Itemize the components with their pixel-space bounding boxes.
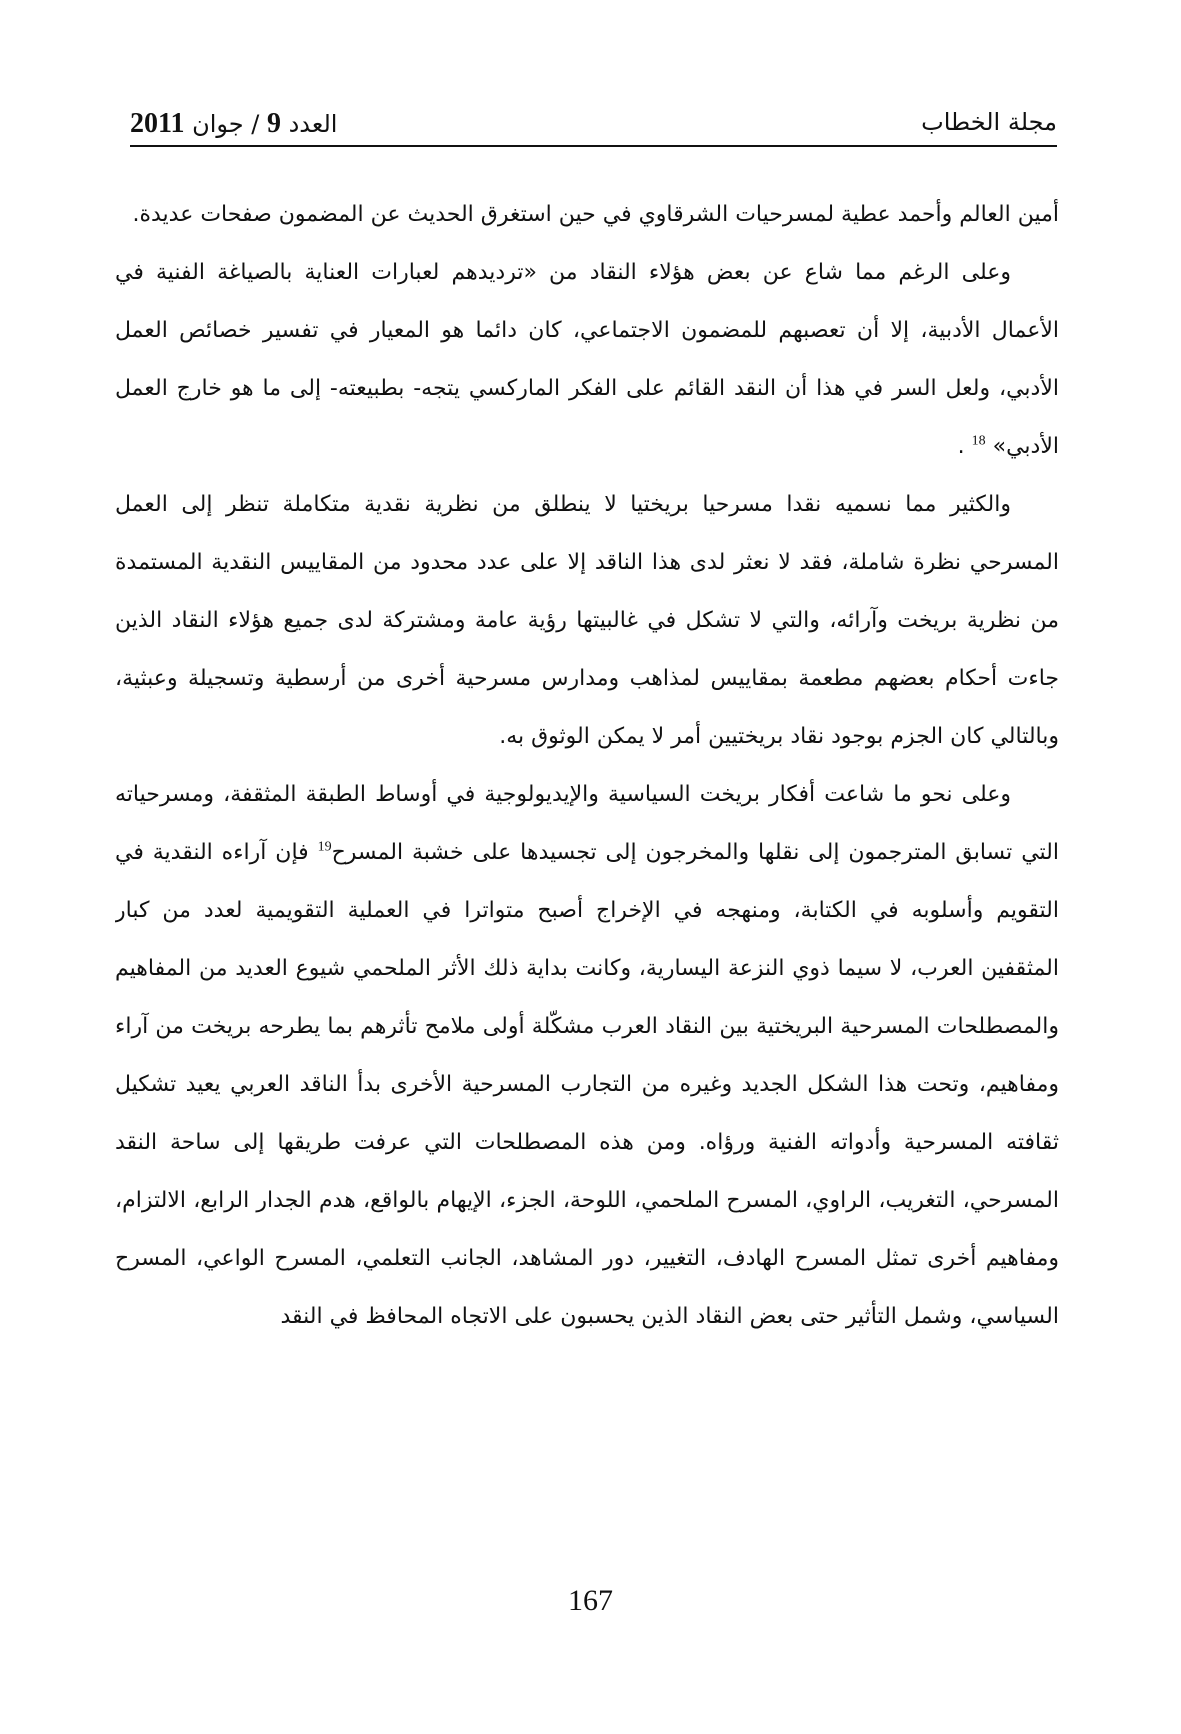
paragraph-2-text: وعلى الرغم مما شاع عن بعض هؤلاء النقاد من «ترديدهم لعبارات العناية بالصياغة الفنية في الأعمال الأدبية، إلا أن تعصبهم للمضمون الاجتماعي، كان دائما هو المعيار في تفسير خصائص العمل الأدبي، ولعل السر في هذا أن النقد القائم على الفكر الماركسي يتجه- بطبيعته- إلى ما هو خارج العمل الأدبي» xyxy=(115,260,1059,459)
footnote-ref-18: 18 xyxy=(971,433,986,449)
journal-title: مجلة الخطاب xyxy=(921,108,1057,136)
paragraph-1: أمين العالم وأحمد عطية لمسرحيات الشرقاوي في حين استغرق الحديث عن المضمون صفحات عديدة. xyxy=(132,202,1059,227)
paragraph-4-text-a: وعلى نحو ما شاعت أفكار بريخت السياسية والإيديولوجية في أوساط الطبقة المثقفة، ومسرحياته التي تسابق المترجمون إلى نقلها والمخرجون إلى تجسيدها على خشبة المسرح xyxy=(115,782,1059,865)
page-number: 167 xyxy=(568,1584,613,1617)
paragraph-3: والكثير مما نسميه نقدا مسرحيا بريختيا لا ينطلق من نظرية نقدية متكاملة تنظر إلى العمل المسرحي نظرة شاملة، فقد لا نعثر لدى هذا الناقد إلا على عدد محدود من المقاييس النقدية المستمدة من نظرية بريخت وآرائه، والتي لا تشكل في غالبيتها رؤية عامة ومشتركة لدى جميع هؤلاء النقاد الذين جاءت أحكام بعضهم مطعمة بمقاييس لمذاهب ومدارس مسرحية أخرى من أرسطية وتسجيلة وعبثية، وبالتالي كان الجزم بوجود نقاد بريختيين أمر لا يمكن الوثوق به. xyxy=(115,492,1059,749)
article-body xyxy=(115,186,1059,1546)
paragraph-2 xyxy=(115,244,1059,476)
paragraph-2-end: . xyxy=(957,434,965,459)
issue-info xyxy=(130,108,337,140)
header-rule xyxy=(130,145,1057,147)
footnote-ref-19: 19 xyxy=(317,839,332,855)
issue-number: 9 xyxy=(266,108,281,139)
issue-year: 2011 xyxy=(130,108,185,139)
paragraph-4 xyxy=(115,766,1059,1346)
issue-prefix: العدد xyxy=(288,110,338,138)
paragraph-4-text-b: فإن آراءه النقدية في التقويم وأسلوبه في الكتابة، ومنهجه في الإخراج أصبح متواترا في العملية التقويمية لعدد من كبار المثقفين العرب، لا سيما ذوي النزعة اليسارية، وكانت بداية ذلك الأثر الملحمي شيوع العديد من المفاهيم والمصطلحات المسرحية البريختية بين النقاد العرب مشكّلة أولى ملامح تأثرهم بما يطرحه بريخت من آراء ومفاهيم، وتحت هذا الشكل الجديد وغيره من التجارب المسرحية الأخرى بدأ الناقد العربي يعيد تشكيل ثقافته المسرحية وأدواته الفنية ورؤاه. ومن هذه المصطلحات التي عرفت طريقها إلى ساحة النقد المسرحي، التغريب، الراوي، المسرح الملحمي، اللوحة، الجزء، الإيهام بالواقع، هدم الجدار الرابع، الالتزام، ومفاهيم أخرى تمثل المسرح الهادف، التغيير، دور المشاهد، الجانب التعلمي، المسرح الواعي، المسرح السياسي، وشمل التأثير حتى بعض النقاد الذين يحسبون على الاتجاه المحافظ في النقد xyxy=(115,840,1059,1329)
issue-separator: / جوان xyxy=(184,110,267,138)
